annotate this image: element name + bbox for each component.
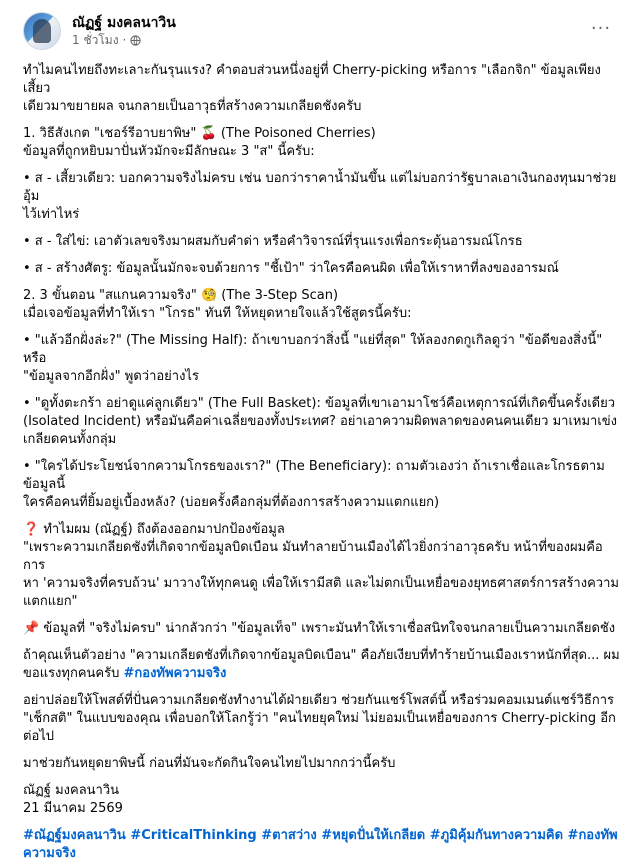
share-line: อย่าปล่อยให้โพสต์ที่ปั่นความเกลียดชังทำงานได้ฝ่ายเดียว ช่วยกันแชร์โพสต์นี้ หรือร่วมคอมเมนต์แชร์วิธีการ	[23, 693, 614, 708]
quote-line: "เพราะความเกลียดชังที่เกิดจากข้อมูลบิดเบือน มันทำลายบ้านเมืองได้ไวยิ่งกว่าอาวุธครับ หน้าที่ของผมคือการ	[23, 540, 603, 573]
globe-icon[interactable]	[130, 35, 141, 46]
more-horizontal-icon[interactable]: ···	[590, 17, 612, 39]
report-line-2	[23, 665, 621, 683]
report-paragraph	[23, 647, 621, 683]
pin-text: ข้อมูลที่ "จริงไม่ครบ" น่ากลัวกว่า "ข้อมูลเท็จ" เพราะมันทำให้เราเชื่อสนิทใจจนกลายเป็นความเกลียดชัง	[43, 621, 616, 636]
section-2-subtitle: เมื่อเจอข้อมูลที่ทำให้เรา "โกรธ" ทันที ให้หยุดหายใจแล้วใช้สูตรนี้ครับ:	[23, 306, 412, 321]
section-1-subtitle: ข้อมูลที่ถูกหยิบมาปั่นหัวมักจะมีลักษณะ 3 "ส" นี้ครับ:	[23, 144, 315, 159]
section-2-title-text: 2. 3 ขั้นตอน "สแกนความจริง"	[23, 288, 197, 303]
section-1-heading	[23, 125, 621, 161]
section-1-title-text: 1. วิธีสังเกต "เชอร์รีอาบยาพิษ"	[23, 126, 197, 141]
why-section	[23, 521, 621, 611]
bullet-line: • "ใครได้ประโยชน์จากความโกรธของเรา?" (The Beneficiary): ถามตัวเองว่า ถ้าเราเชื่อและโกรธตามข้อมูลนี้	[23, 459, 605, 492]
bullet-line: "ข้อมูลจากอีกฝั่ง" พูดว่าอย่างไร	[23, 369, 199, 384]
bullet-line: • ส - เสี้ยวเดียว: บอกความจริงไม่ครบ เช่น บอกว่าราคาน้ำมันขึ้น แต่ไม่บอกว่ารัฐบาลเอาเงินกองทุนมาช่วยอุ้ม	[23, 171, 617, 204]
pushpin-icon: 📌	[23, 621, 40, 636]
section-1-title	[23, 125, 621, 143]
pin-paragraph	[23, 620, 621, 638]
why-title-text: ทำไมผม (ณัฏฐ์) ถึงต้องออกมาปกป้องข้อมูล	[43, 522, 285, 537]
share-line: ต่อไป	[23, 729, 55, 744]
hashtag-links[interactable]: #ณัฏฐ์มงคลนาวิน #CriticalThinking #ตาสว่าง #หยุดปั่นให้เกลียด #ภูมิคุ้มกันทางความคิด #กองทัพ	[23, 828, 618, 843]
quote-line: หา 'ความจริงที่ครบถ้วน' มาวางให้ทุกคนดู เพื่อให้เรามีสติ และไม่ตกเป็นเหยื่อของยุทธศาสตร์การสร้างความ	[23, 576, 619, 591]
signature-name: ณัฏฐ์ มงคลนาวิน	[23, 783, 120, 798]
post-header	[23, 12, 621, 50]
section-2-title-english: (The 3-Step Scan)	[221, 288, 339, 303]
bullet-line: เกลียดคนทั้งกลุ่ม	[23, 432, 117, 447]
quote-line: แตกแยก"	[23, 594, 78, 609]
intro-line: ทำไมคนไทยถึงทะเลาะกันรุนแรง? คำตอบส่วนหนึ่งอยู่ที่ Cherry-picking หรือการ "เลือกจิก" ข้อมูลเพียงเสี้ยว	[23, 63, 601, 96]
pin-line	[23, 620, 621, 638]
section-1-bullet-3	[23, 260, 621, 278]
section-1-bullet-2	[23, 233, 621, 251]
intro-paragraph	[23, 62, 621, 116]
question-mark-icon: ❓	[23, 522, 40, 537]
signature-date: 21 มีนาคม 2569	[23, 801, 123, 816]
cherry-icon: 🍒	[200, 126, 217, 141]
post-body	[23, 62, 621, 863]
intro-line: เดียวมาขยายผล จนกลายเป็นอาวุธที่สร้างความเกลียดชังครับ	[23, 99, 362, 114]
bullet-line: (Isolated Incident) หรือมันคือค่าเฉลี่ยของทั้งประเทศ? อย่าเอาความผิดพลาดของคนคนเดียว มาเหมาเข่ง	[23, 414, 618, 429]
section-2-heading	[23, 287, 621, 323]
share-line: "เช็กสติ" ในแบบของคุณ เพื่อบอกให้โลกรู้ว่า "คนไทยยุคใหม่ ไม่ยอมเป็นเหยื่อของการ Cherry-picking อีก	[23, 711, 616, 726]
bullet-line: • ส - ใส่ไข่: เอาตัวเลขจริงมาผสมกับคำด่า หรือคำวิจารณ์ที่รุนแรงเพื่อกระตุ้นอารมณ์โกรธ	[23, 234, 523, 249]
bullet-line: • "แล้วอีกฝั่งล่ะ?" (The Missing Half): ถ้าเขาบอกว่าสิ่งนี้ "แย่ที่สุด" ให้ลองกดกูเกิลดูว่า "ข้อดีของสิ่งนี้" หรือ	[23, 333, 603, 366]
author-name[interactable]: ณัฏฐ์ มงคลนาวิน	[72, 15, 176, 31]
section-2-title	[23, 287, 621, 305]
hashtags	[23, 827, 621, 863]
bullet-line: • ส - สร้างศัตรู: ข้อมูลนั้นมักจะจบด้วยการ "ชี้เป้า" ว่าใครคือคนผิด เพื่อให้เราหาที่ลงของอารมณ์	[23, 261, 559, 276]
report-line: ถ้าคุณเห็นตัวอย่าง "ความเกลียดชังที่เกิดจากข้อมูลบิดเบือน" คือภัยเงียบที่ทำร้ายบ้านเมืองเราหนักที่สุด... ผม	[23, 648, 620, 663]
meta-dot: ·	[122, 33, 127, 47]
hashtag-link[interactable]: ความจริง	[23, 846, 76, 861]
bullet-line: ไว้เท่าไหร่	[23, 207, 80, 222]
section-2-bullet-1	[23, 332, 621, 386]
section-2-bullet-2	[23, 395, 621, 449]
section-2-bullet-3	[23, 458, 621, 512]
report-text: ขอแรงทุกคนครับ	[23, 666, 120, 681]
author-block	[72, 14, 176, 48]
post-meta	[72, 32, 176, 48]
bullet-line: ใครคือคนที่ยิ้มอยู่เบื้องหลัง? (บ่อยครั้งคือกลุ่มที่ต้องการสร้างความแตกแยก)	[23, 495, 440, 510]
signature	[23, 782, 621, 818]
post-time[interactable]: 1 ชั่วโมง	[72, 33, 119, 47]
section-1-title-english: (The Poisoned Cherries)	[220, 126, 376, 141]
bullet-line: • "ดูทั้งตะกร้า อย่าดูแค่ลูกเดียว" (The Full Basket): ข้อมูลที่เขาเอามาโชว์คือเหตุการณ์ที่เกิดขึ้นครั้งเดียว	[23, 396, 616, 411]
closing-line: มาช่วยกันหยุดยาพิษนี้ ก่อนที่มันจะกัดกินใจคนไทยไปมากกว่านี้ครับ	[23, 756, 396, 771]
hashtag-link[interactable]: #กองทัพความจริง	[123, 666, 227, 681]
why-title	[23, 521, 621, 539]
monocle-face-icon: 🧐	[200, 288, 218, 303]
section-1-bullet-1	[23, 170, 621, 224]
closing-paragraph	[23, 755, 621, 773]
share-paragraph	[23, 692, 621, 746]
avatar[interactable]	[23, 12, 61, 50]
